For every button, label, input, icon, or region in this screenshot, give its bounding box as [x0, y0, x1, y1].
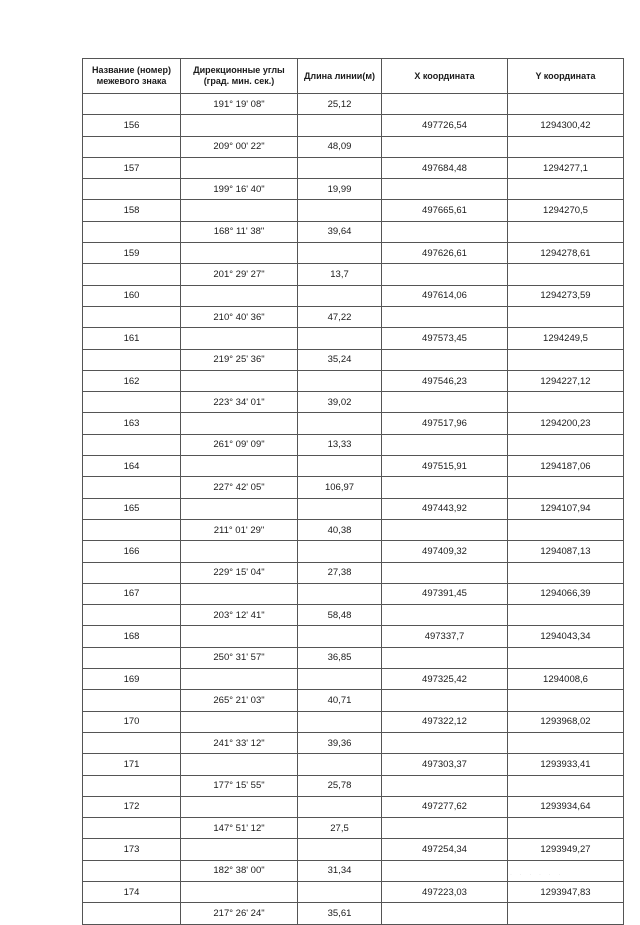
table-row-point [83, 157, 624, 178]
cell-mark-name: 158 [83, 200, 181, 221]
cell-mark-name: 172 [83, 796, 181, 817]
cell-y-coordinate [508, 690, 624, 711]
cell-y-coordinate: 1294278,61 [508, 243, 624, 264]
cell-mark-name [83, 605, 181, 626]
cell-directional-angle [181, 498, 298, 519]
cell-line-length: 47,22 [298, 306, 382, 327]
table-row-segment [83, 562, 624, 583]
cell-directional-angle [181, 328, 298, 349]
table-row-segment [83, 775, 624, 796]
cell-x-coordinate [382, 519, 508, 540]
cell-y-coordinate [508, 306, 624, 327]
cell-x-coordinate: 497443,92 [382, 498, 508, 519]
table-row-point [83, 669, 624, 690]
header-name-line1: Название (номер) [92, 65, 171, 75]
table-row-segment [83, 349, 624, 370]
cell-mark-name [83, 136, 181, 157]
cell-mark-name: 164 [83, 456, 181, 477]
table-row-point [83, 243, 624, 264]
table-row-point [83, 541, 624, 562]
table-body [83, 94, 624, 925]
cell-mark-name: 173 [83, 839, 181, 860]
header-name-line2: межевого знака [96, 76, 167, 86]
cell-line-length: 106,97 [298, 477, 382, 498]
table-row-segment [83, 818, 624, 839]
cell-mark-name [83, 647, 181, 668]
cell-mark-name [83, 732, 181, 753]
cell-line-length [298, 413, 382, 434]
cell-mark-name [83, 264, 181, 285]
cell-x-coordinate [382, 690, 508, 711]
header-y-coordinate: Y координата [508, 59, 624, 94]
cell-directional-angle: 147° 51' 12" [181, 818, 298, 839]
cell-directional-angle: 227° 42' 05" [181, 477, 298, 498]
cell-x-coordinate: 497391,45 [382, 583, 508, 604]
cell-line-length: 25,12 [298, 94, 382, 115]
cell-mark-name [83, 690, 181, 711]
table-row-point [83, 711, 624, 732]
table-row-point [83, 796, 624, 817]
cell-directional-angle: 191° 19' 08" [181, 94, 298, 115]
table-row-segment [83, 690, 624, 711]
cell-line-length [298, 754, 382, 775]
cell-y-coordinate: 1294008,6 [508, 669, 624, 690]
cell-mark-name [83, 775, 181, 796]
cell-line-length [298, 711, 382, 732]
cell-directional-angle [181, 669, 298, 690]
cell-line-length: 39,64 [298, 221, 382, 242]
table-row-segment [83, 264, 624, 285]
header-boundary-mark-name [83, 59, 181, 94]
cell-line-length: 19,99 [298, 179, 382, 200]
cell-directional-angle [181, 541, 298, 562]
cell-x-coordinate [382, 818, 508, 839]
cell-mark-name [83, 392, 181, 413]
cell-x-coordinate: 497277,62 [382, 796, 508, 817]
cell-y-coordinate: 1294249,5 [508, 328, 624, 349]
cell-mark-name [83, 306, 181, 327]
table-row-segment [83, 903, 624, 924]
cell-line-length [298, 157, 382, 178]
cell-mark-name [83, 179, 181, 200]
cell-directional-angle: 201° 29' 27" [181, 264, 298, 285]
cell-y-coordinate [508, 605, 624, 626]
cell-y-coordinate [508, 349, 624, 370]
cell-line-length [298, 583, 382, 604]
cell-x-coordinate [382, 306, 508, 327]
cell-line-length [298, 498, 382, 519]
cell-line-length: 39,36 [298, 732, 382, 753]
cell-directional-angle [181, 370, 298, 391]
table-row-point [83, 285, 624, 306]
cell-x-coordinate: 497614,06 [382, 285, 508, 306]
cell-mark-name: 174 [83, 881, 181, 902]
cell-directional-angle [181, 839, 298, 860]
cell-directional-angle: 168° 11' 38" [181, 221, 298, 242]
cell-y-coordinate: 1294043,34 [508, 626, 624, 647]
cell-mark-name: 160 [83, 285, 181, 306]
table-header-row [83, 59, 624, 94]
cell-mark-name [83, 818, 181, 839]
cell-y-coordinate: 1294227,12 [508, 370, 624, 391]
cell-mark-name: 166 [83, 541, 181, 562]
cell-x-coordinate: 497684,48 [382, 157, 508, 178]
cell-y-coordinate: 1294300,42 [508, 115, 624, 136]
cell-x-coordinate: 497515,91 [382, 456, 508, 477]
cell-directional-angle: 210° 40' 36" [181, 306, 298, 327]
cell-y-coordinate [508, 94, 624, 115]
table-row-segment [83, 306, 624, 327]
cell-mark-name [83, 349, 181, 370]
cell-mark-name [83, 477, 181, 498]
cell-y-coordinate [508, 392, 624, 413]
cell-mark-name: 156 [83, 115, 181, 136]
cell-x-coordinate [382, 349, 508, 370]
cell-x-coordinate: 497322,12 [382, 711, 508, 732]
cell-x-coordinate [382, 94, 508, 115]
cell-directional-angle [181, 115, 298, 136]
table-row-point [83, 839, 624, 860]
cell-directional-angle: 241° 33' 12" [181, 732, 298, 753]
cell-x-coordinate [382, 179, 508, 200]
cell-mark-name: 168 [83, 626, 181, 647]
cell-line-length: 27,5 [298, 818, 382, 839]
cell-y-coordinate: 1293934,64 [508, 796, 624, 817]
cell-mark-name: 170 [83, 711, 181, 732]
cell-mark-name [83, 562, 181, 583]
cell-mark-name: 161 [83, 328, 181, 349]
cell-line-length: 48,09 [298, 136, 382, 157]
cell-y-coordinate: 1293949,27 [508, 839, 624, 860]
cell-directional-angle: 177° 15' 55" [181, 775, 298, 796]
cell-directional-angle: 223° 34' 01" [181, 392, 298, 413]
cell-x-coordinate [382, 647, 508, 668]
cell-directional-angle [181, 285, 298, 306]
cell-y-coordinate [508, 221, 624, 242]
cell-directional-angle: 217° 26' 24" [181, 903, 298, 924]
table-row-segment [83, 136, 624, 157]
cell-line-length [298, 200, 382, 221]
cell-line-length [298, 243, 382, 264]
cell-line-length: 35,24 [298, 349, 382, 370]
cell-mark-name [83, 903, 181, 924]
cell-y-coordinate: 1294270,5 [508, 200, 624, 221]
cell-y-coordinate: 1293933,41 [508, 754, 624, 775]
cell-line-length: 40,71 [298, 690, 382, 711]
cell-directional-angle: 211° 01' 29" [181, 519, 298, 540]
header-x-coordinate: X координата [382, 59, 508, 94]
table-row-point [83, 881, 624, 902]
cell-directional-angle: 209° 00' 22" [181, 136, 298, 157]
cell-directional-angle [181, 583, 298, 604]
table-row-point [83, 115, 624, 136]
cell-y-coordinate: 1294107,94 [508, 498, 624, 519]
cell-x-coordinate [382, 605, 508, 626]
table-row-segment [83, 860, 624, 881]
table-row-point [83, 328, 624, 349]
cell-y-coordinate [508, 477, 624, 498]
cell-x-coordinate: 497303,37 [382, 754, 508, 775]
cell-x-coordinate [382, 775, 508, 796]
table-row-point [83, 754, 624, 775]
table-row-segment [83, 605, 624, 626]
cell-x-coordinate [382, 860, 508, 881]
header-angle-line2: (град. мин. сек.) [203, 76, 275, 86]
cell-line-length: 36,85 [298, 647, 382, 668]
cell-x-coordinate: 497665,61 [382, 200, 508, 221]
cell-line-length: 27,38 [298, 562, 382, 583]
cell-x-coordinate [382, 903, 508, 924]
header-line-length: Длина линии(м) [298, 59, 382, 94]
cell-y-coordinate: 1294273,59 [508, 285, 624, 306]
cell-mark-name [83, 860, 181, 881]
cell-x-coordinate: 497325,42 [382, 669, 508, 690]
cell-x-coordinate [382, 562, 508, 583]
cell-y-coordinate: 1294087,13 [508, 541, 624, 562]
cell-mark-name: 165 [83, 498, 181, 519]
boundary-coordinates-table [82, 58, 624, 925]
table-row-point [83, 456, 624, 477]
cell-y-coordinate [508, 775, 624, 796]
cell-directional-angle [181, 881, 298, 902]
cell-directional-angle [181, 754, 298, 775]
cell-x-coordinate [382, 136, 508, 157]
cell-y-coordinate [508, 136, 624, 157]
cell-line-length [298, 541, 382, 562]
cell-y-coordinate [508, 647, 624, 668]
cell-x-coordinate [382, 477, 508, 498]
table-row-point [83, 370, 624, 391]
table-row-point [83, 498, 624, 519]
table-row-segment [83, 179, 624, 200]
cell-line-length [298, 881, 382, 902]
cell-directional-angle: 229° 15' 04" [181, 562, 298, 583]
table-row-segment [83, 221, 624, 242]
cell-y-coordinate [508, 179, 624, 200]
cell-line-length [298, 669, 382, 690]
header-directional-angle [181, 59, 298, 94]
cell-y-coordinate: 1293947,83 [508, 881, 624, 902]
cell-line-length [298, 115, 382, 136]
table-row-segment [83, 477, 624, 498]
cell-x-coordinate: 497546,23 [382, 370, 508, 391]
header-angle-line1: Дирекционные углы [193, 65, 285, 75]
cell-mark-name: 171 [83, 754, 181, 775]
cell-line-length [298, 839, 382, 860]
cell-y-coordinate [508, 818, 624, 839]
cell-directional-angle: 250° 31' 57" [181, 647, 298, 668]
cell-x-coordinate: 497517,96 [382, 413, 508, 434]
cell-y-coordinate: 1294200,23 [508, 413, 624, 434]
cell-y-coordinate [508, 732, 624, 753]
cell-y-coordinate [508, 903, 624, 924]
table-row-segment [83, 732, 624, 753]
cell-directional-angle [181, 796, 298, 817]
cell-line-length: 13,7 [298, 264, 382, 285]
cell-x-coordinate [382, 434, 508, 455]
cell-x-coordinate: 497726,54 [382, 115, 508, 136]
cell-x-coordinate: 497409,32 [382, 541, 508, 562]
cell-y-coordinate: 1294187,06 [508, 456, 624, 477]
cell-directional-angle: 265° 21' 03" [181, 690, 298, 711]
cell-line-length: 39,02 [298, 392, 382, 413]
cell-line-length: 35,61 [298, 903, 382, 924]
cell-directional-angle [181, 456, 298, 477]
cell-line-length [298, 626, 382, 647]
cell-y-coordinate [508, 264, 624, 285]
cell-mark-name: 167 [83, 583, 181, 604]
cell-x-coordinate [382, 221, 508, 242]
cell-y-coordinate [508, 860, 624, 881]
cell-directional-angle: 219° 25' 36" [181, 349, 298, 370]
cell-mark-name: 159 [83, 243, 181, 264]
table-row-point [83, 626, 624, 647]
cell-directional-angle: 261° 09' 09" [181, 434, 298, 455]
cell-y-coordinate: 1293968,02 [508, 711, 624, 732]
cell-mark-name: 169 [83, 669, 181, 690]
cell-x-coordinate: 497573,45 [382, 328, 508, 349]
cell-line-length: 40,38 [298, 519, 382, 540]
table-row-point [83, 583, 624, 604]
cell-mark-name: 157 [83, 157, 181, 178]
cell-line-length: 58,48 [298, 605, 382, 626]
cell-x-coordinate [382, 392, 508, 413]
cell-directional-angle [181, 711, 298, 732]
cell-directional-angle [181, 626, 298, 647]
table-row-point [83, 200, 624, 221]
cell-x-coordinate: 497626,61 [382, 243, 508, 264]
cell-line-length [298, 796, 382, 817]
cell-line-length [298, 456, 382, 477]
cell-directional-angle [181, 243, 298, 264]
cell-mark-name: 162 [83, 370, 181, 391]
table-row-segment [83, 647, 624, 668]
cell-directional-angle: 182° 38' 00" [181, 860, 298, 881]
cell-line-length: 13,33 [298, 434, 382, 455]
cell-line-length [298, 328, 382, 349]
table-row-point [83, 413, 624, 434]
cell-directional-angle [181, 413, 298, 434]
cell-line-length: 25,78 [298, 775, 382, 796]
table-row-segment [83, 519, 624, 540]
cell-directional-angle: 203° 12' 41" [181, 605, 298, 626]
cell-directional-angle: 199° 16' 40" [181, 179, 298, 200]
scan-artifact: · · · · · · [510, 872, 564, 878]
cell-mark-name [83, 519, 181, 540]
cell-directional-angle [181, 200, 298, 221]
cell-x-coordinate [382, 264, 508, 285]
table-row-segment [83, 94, 624, 115]
cell-directional-angle [181, 157, 298, 178]
cell-y-coordinate: 1294277,1 [508, 157, 624, 178]
table-row-segment [83, 392, 624, 413]
cell-y-coordinate [508, 519, 624, 540]
table-row-segment [83, 434, 624, 455]
cell-line-length [298, 285, 382, 306]
cell-mark-name [83, 94, 181, 115]
cell-x-coordinate: 497223,03 [382, 881, 508, 902]
cell-mark-name [83, 221, 181, 242]
cell-mark-name [83, 434, 181, 455]
cell-x-coordinate: 497337,7 [382, 626, 508, 647]
cell-mark-name: 163 [83, 413, 181, 434]
cell-y-coordinate [508, 562, 624, 583]
cell-y-coordinate [508, 434, 624, 455]
cell-x-coordinate [382, 732, 508, 753]
cell-line-length [298, 370, 382, 391]
cell-line-length: 31,34 [298, 860, 382, 881]
cell-y-coordinate: 1294066,39 [508, 583, 624, 604]
cell-x-coordinate: 497254,34 [382, 839, 508, 860]
